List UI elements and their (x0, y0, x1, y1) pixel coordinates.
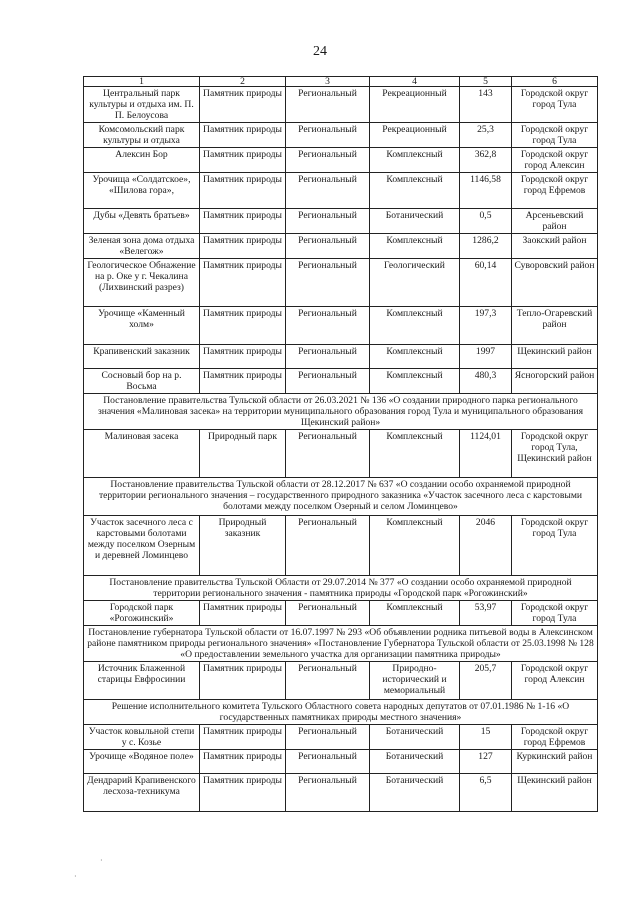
area-name-cell: Участок засечного леса с карстовыми болотами между поселком Озерным и деревней Ломинцево (84, 516, 200, 576)
document-reference: Постановление правительства Тульской области от 28.12.2017 № 637 «О создании особо охраняемой природной территории регионального значения – государственного природного заказника «Участок засечного леса с карстовыми болотами между поселком Озерный и селом Ломинцево» (84, 478, 598, 516)
area-name-cell: Комсомольский парк культуры и отдыха (84, 123, 200, 148)
location-cell: Щекинский район (512, 345, 598, 369)
table-row (84, 234, 598, 259)
location-cell: Городской округ город Тула (512, 123, 598, 148)
category-cell: Памятник природы (200, 750, 286, 774)
area-name-cell: Урочище «Каменный холм» (84, 307, 200, 345)
category-cell: Памятник природы (200, 345, 286, 369)
significance-cell: Региональный (286, 148, 370, 173)
location-cell: Заокский район (512, 234, 598, 259)
profile-cell: Рекреационный (370, 87, 460, 123)
area-ha-cell: 127 (460, 750, 512, 774)
header-cell: 2 (200, 77, 286, 87)
significance-cell: Региональный (286, 307, 370, 345)
significance-cell: Региональный (286, 430, 370, 478)
area-ha-cell: 143 (460, 87, 512, 123)
document-reference-row (84, 626, 598, 662)
area-ha-cell: 53,97 (460, 601, 512, 626)
document-reference: Решение исполнительного комитета Тульского Областного совета народных депутатов от 07.01.1986 № 1-16 «О государственных памятниках природы местного значения» (84, 700, 598, 725)
document-reference-row (84, 700, 598, 725)
area-name-cell: Участок ковыльной степи у с. Козье (84, 725, 200, 750)
significance-cell: Региональный (286, 750, 370, 774)
document-reference: Постановление правительства Тульской Области от 29.07.2014 № 377 «О создании особо охраняемой природной территории регионального значения - памятника природы «Городской парк «Рогожинский» (84, 576, 598, 601)
profile-cell: Комплексный (370, 516, 460, 576)
area-ha-cell: 1124,01 (460, 430, 512, 478)
profile-cell: Ботанический (370, 774, 460, 812)
location-cell: Куркинский район (512, 750, 598, 774)
area-ha-cell: 362,8 (460, 148, 512, 173)
table-row (84, 601, 598, 626)
area-ha-cell: 197,3 (460, 307, 512, 345)
location-cell: Арсеньевский район (512, 209, 598, 234)
profile-cell: Геологический (370, 259, 460, 307)
table-row (84, 173, 598, 209)
table-row (84, 123, 598, 148)
significance-cell: Региональный (286, 662, 370, 700)
significance-cell: Региональный (286, 209, 370, 234)
table-row (84, 516, 598, 576)
table-row (84, 430, 598, 478)
category-cell: Памятник природы (200, 307, 286, 345)
significance-cell: Региональный (286, 601, 370, 626)
document-reference-row (84, 576, 598, 601)
document-reference-row (84, 478, 598, 516)
scan-dot: · (74, 872, 77, 881)
profile-cell: Комплексный (370, 601, 460, 626)
area-name-cell: Источник Блаженной старицы Евфросинии (84, 662, 200, 700)
table-body (84, 87, 598, 812)
profile-cell: Комплексный (370, 148, 460, 173)
location-cell: Ясногорский район (512, 369, 598, 394)
category-cell: Памятник природы (200, 173, 286, 209)
location-cell: Городской округ город Ефремов (512, 173, 598, 209)
area-ha-cell: 15 (460, 725, 512, 750)
area-ha-cell: 2046 (460, 516, 512, 576)
table-row (84, 345, 598, 369)
area-ha-cell: 205,7 (460, 662, 512, 700)
profile-cell: Рекреационный (370, 123, 460, 148)
header-cell: 4 (370, 77, 460, 87)
area-ha-cell: 1146,58 (460, 173, 512, 209)
table-row (84, 307, 598, 345)
profile-cell: Ботанический (370, 209, 460, 234)
header-cell: 5 (460, 77, 512, 87)
category-cell: Памятник природы (200, 123, 286, 148)
profile-cell: Комплексный (370, 173, 460, 209)
category-cell: Памятник природы (200, 148, 286, 173)
significance-cell: Региональный (286, 369, 370, 394)
category-cell: Памятник природы (200, 774, 286, 812)
category-cell: Природный заказник (200, 516, 286, 576)
significance-cell: Региональный (286, 234, 370, 259)
area-ha-cell: 6,5 (460, 774, 512, 812)
table-row (84, 209, 598, 234)
page-number: 24 (313, 44, 327, 59)
area-ha-cell: 1286,2 (460, 234, 512, 259)
profile-cell: Ботанический (370, 750, 460, 774)
profile-cell: Комплексный (370, 430, 460, 478)
significance-cell: Региональный (286, 87, 370, 123)
area-ha-cell: 480,3 (460, 369, 512, 394)
table-row (84, 774, 598, 812)
category-cell: Памятник природы (200, 369, 286, 394)
significance-cell: Региональный (286, 259, 370, 307)
area-name-cell: Малиновая засека (84, 430, 200, 478)
category-cell: Памятник природы (200, 259, 286, 307)
area-ha-cell: 1997 (460, 345, 512, 369)
profile-cell: Природно-исторический и мемориальный (370, 662, 460, 700)
area-name-cell: Центральный парк культуры и отдыха им. П. П. Белоусова (84, 87, 200, 123)
header-cell: 6 (512, 77, 598, 87)
category-cell: Памятник природы (200, 87, 286, 123)
header-cell: 1 (84, 77, 200, 87)
table-row (84, 87, 598, 123)
location-cell: Городской округ город Тула, Щекинский район (512, 430, 598, 478)
location-cell: Городской округ город Тула (512, 87, 598, 123)
document-reference: Постановление правительства Тульской области от 26.03.2021 № 136 «О создании природного парка регионального значения «Малиновая засека» на территории муниципального образования город Тула и муниципального образования Щекинский район» (84, 394, 598, 430)
profile-cell: Комплексный (370, 345, 460, 369)
document-reference-row (84, 394, 598, 430)
area-name-cell: Алексин Бор (84, 148, 200, 173)
profile-cell: Комплексный (370, 369, 460, 394)
location-cell: Городской округ город Тула (512, 601, 598, 626)
area-name-cell: Сосновый бор на р. Восьма (84, 369, 200, 394)
category-cell: Природный парк (200, 430, 286, 478)
area-ha-cell: 60,14 (460, 259, 512, 307)
table-row (84, 725, 598, 750)
significance-cell: Региональный (286, 725, 370, 750)
category-cell: Памятник природы (200, 662, 286, 700)
area-name-cell: Крапивенский заказник (84, 345, 200, 369)
scan-dot: · (100, 856, 103, 865)
significance-cell: Региональный (286, 345, 370, 369)
header-cell: 3 (286, 77, 370, 87)
protected-areas-table (83, 76, 598, 812)
profile-cell: Комплексный (370, 234, 460, 259)
table-row (84, 750, 598, 774)
area-name-cell: Дубы «Девять братьев» (84, 209, 200, 234)
location-cell: Городской округ город Ефремов (512, 725, 598, 750)
area-name-cell: Урочища «Солдатское», «Шилова гора», (84, 173, 200, 209)
significance-cell: Региональный (286, 123, 370, 148)
location-cell: Щекинский район (512, 774, 598, 812)
significance-cell: Региональный (286, 173, 370, 209)
area-name-cell: Дендрарий Крапивенского лесхоза-техникума (84, 774, 200, 812)
location-cell: Городской округ город Тула (512, 516, 598, 576)
profile-cell: Ботанический (370, 725, 460, 750)
location-cell: Тепло-Огаревский район (512, 307, 598, 345)
category-cell: Памятник природы (200, 601, 286, 626)
significance-cell: Региональный (286, 516, 370, 576)
category-cell: Памятник природы (200, 725, 286, 750)
table-header-row (84, 77, 598, 87)
profile-cell: Комплексный (370, 307, 460, 345)
category-cell: Памятник природы (200, 209, 286, 234)
significance-cell: Региональный (286, 774, 370, 812)
category-cell: Памятник природы (200, 234, 286, 259)
area-name-cell: Геологическое Обнажение на р. Оке у г. Чекалина (Лихвинский разрез) (84, 259, 200, 307)
document-reference: Постановление губернатора Тульской области от 16.07.1997 № 293 «Об объявлении родника питьевой воды в Алексинском районе памятником природы регионального значения» «Постановление Губернатора Тульской области от 25.03.1998 № 128 «О предоставлении земельного участка для организации памятника природы» (84, 626, 598, 662)
area-name-cell: Урочище «Водяное поле» (84, 750, 200, 774)
table-row (84, 369, 598, 394)
table-row (84, 259, 598, 307)
location-cell: Суворовский район (512, 259, 598, 307)
area-name-cell: Зеленая зона дома отдыха «Велегож» (84, 234, 200, 259)
table-row (84, 148, 598, 173)
table-row (84, 662, 598, 700)
area-name-cell: Городской парк «Рогожинский» (84, 601, 200, 626)
location-cell: Городской округ город Алексин (512, 662, 598, 700)
location-cell: Городской округ город Алексин (512, 148, 598, 173)
area-ha-cell: 0,5 (460, 209, 512, 234)
area-ha-cell: 25,3 (460, 123, 512, 148)
